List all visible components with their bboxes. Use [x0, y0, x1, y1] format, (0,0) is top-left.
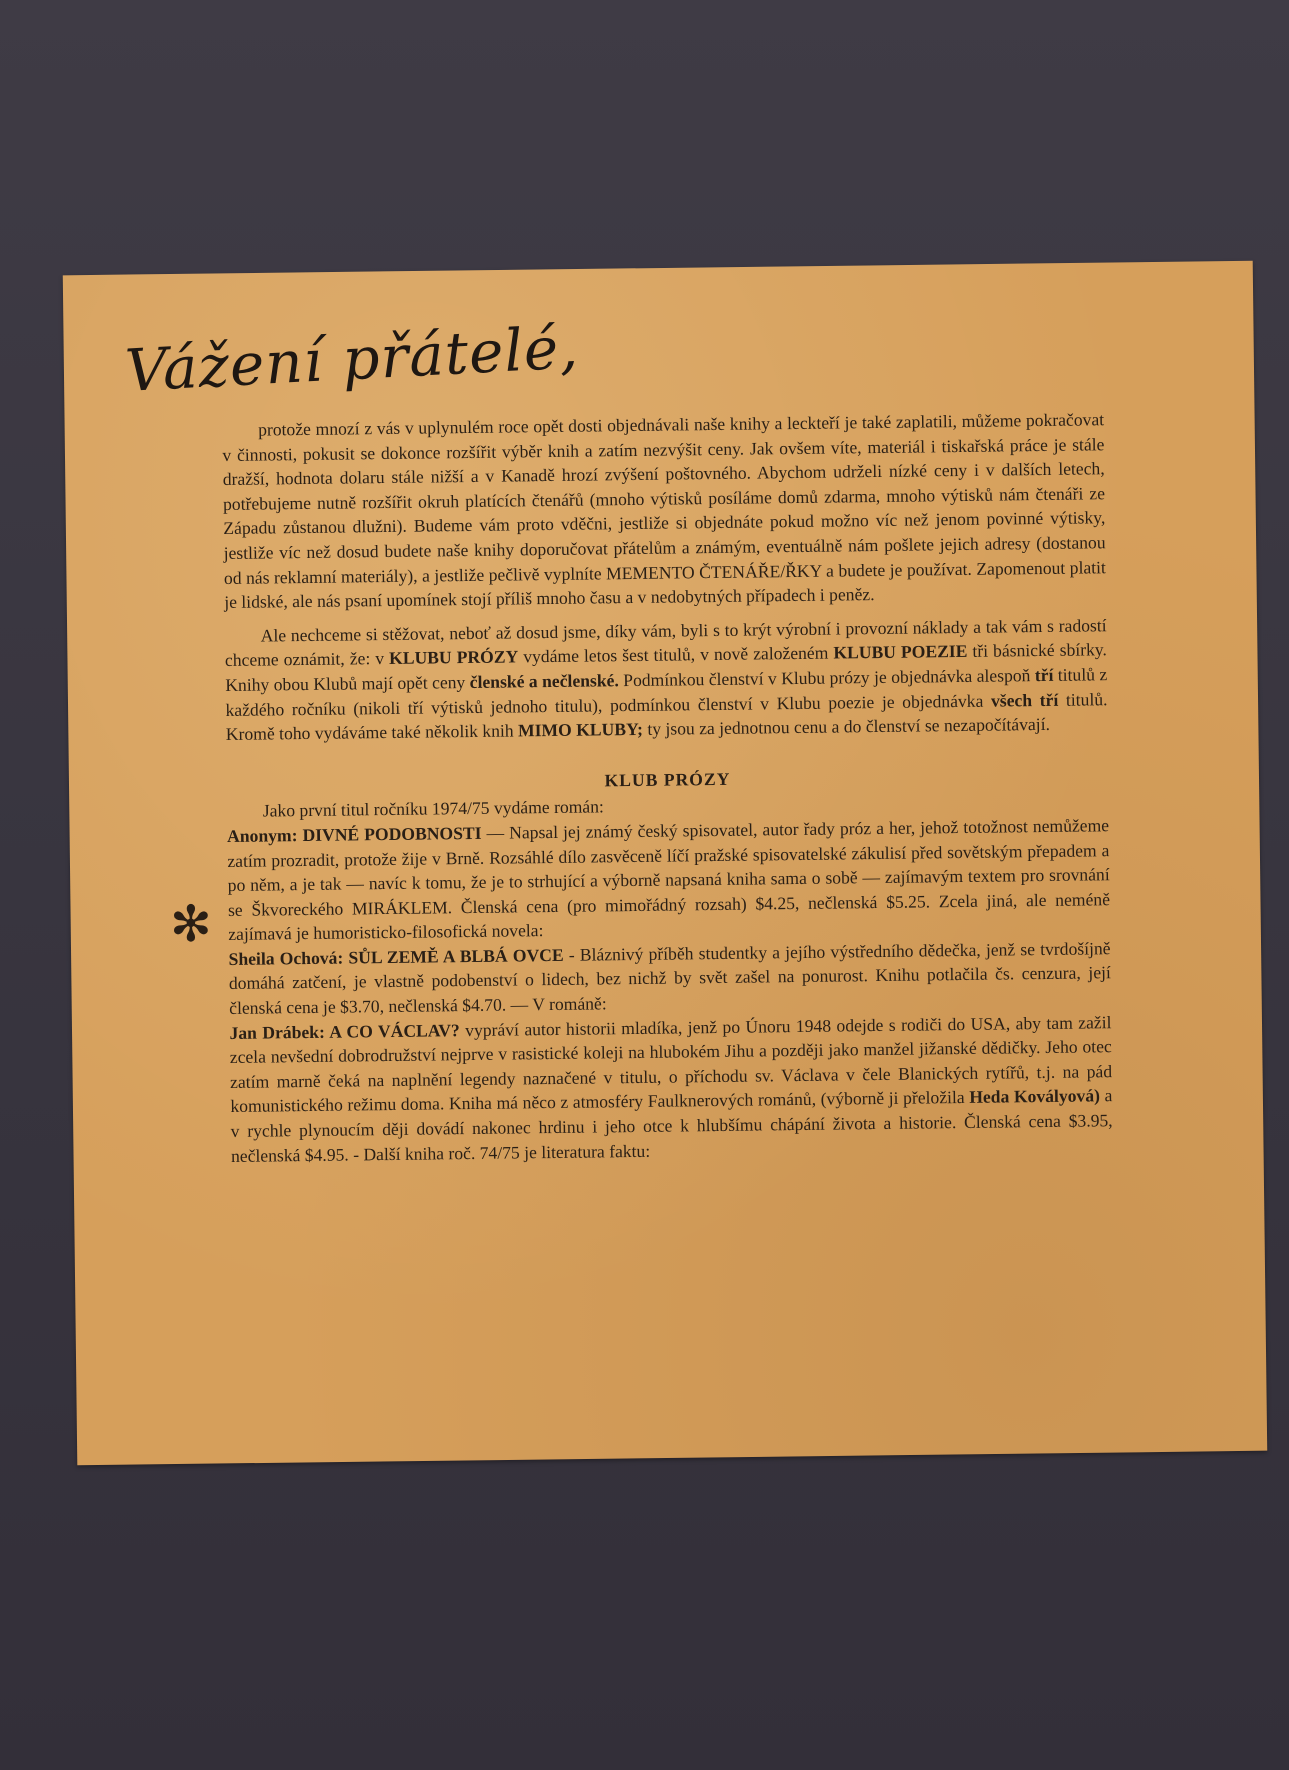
emphasis-tri: tří [1034, 664, 1054, 686]
translator-name: Heda Kovályová) [969, 1085, 1101, 1108]
asterisk-ornament-icon: ✻ [170, 895, 212, 953]
paragraph-clubs [225, 613, 1108, 747]
emphasis-mimo-kluby: MIMO KLUBY; [517, 719, 644, 741]
letter-body [222, 407, 1113, 1168]
paragraph-intro: protože mnozí z vás v uplynulém roce opět dosti objednávali naše knihy a leckteří je také zaplatili, můžeme pokračovat v činnosti, pokusit se dokonce rozšířit výběr knih a zatím nezvýšit ceny. Jak ovšem víte, materiál i tiskařská práce je stále dražší, hodnota dolaru stále nižší a v Kanadě hrozí zvýšení poštovného. Abychom udrželi nízké ceny i v dalších letech, potřebujeme nutně rozšířit okruh platících čtenářů (mnoho výtisků posíláme domů zdarma, mnoho výtisků nám čtenáři ze Západu zůstanou dlužni). Budeme vám proto vděčni, jestliže si objednáte pokud možno víc než jenom povinné výtisky, jestliže víc než dosud budete naše knihy doporučovat přátelům a známým, eventuálně nám pošlete jejich adresy (dostanou od nás reklamní materiály), a jestliže pečlivě vyplníte MEMENTO ČTENÁŘE/ŘKY a budete je používat. Zapomenout platit je lidské, ale nás psaní upomínek stojí příliš mnoho času a v nedobytných případech i peněz. [222, 409, 1107, 613]
text: ty jsou za jednotnou cenu a do členství se nezapočítávají. [642, 714, 1051, 740]
text: a v rychle plynoucím ději dovádí nakonec hrdinu i jeho otce k hlubšímu chápání života a historie. Členská cena $3.95, nečlenská $4.95. - Další kniha roč. 74/75 je literatura faktu: [230, 1085, 1113, 1166]
paragraph-first-title: Jako první titul ročníku 1974/75 vydáme román: [262, 796, 604, 821]
emphasis-klub-prozy: KLUBU PRÓZY [388, 646, 519, 669]
text: titulů. Kromě toho vydáváme také několik knih [225, 688, 1108, 745]
book-title-divne-podobnosti: Anonym: DIVNÉ PODOBNOSTI [226, 822, 482, 846]
text: — Napsal jej známý český spisovatel, autor řady próz a her, jehož totožnost nemůžeme zatím prozradit, protože žije v Brně. Rozsáhlé dílo zasvěceně líčí pražské spisovatelské zákulisí před sovětským přepadem a po něm, a je tak — navíc k tomu, že je to strhující a výborně napsaná kniha sama o sobě — zajímavým textem pro srovnání se Škvoreckého MIRÁKLEM. Členská cena (pro mimořádný rozsah) $4.25, nečlenská $5.25. Zcela jiná, ale neméně zajímavá je humoristicko-filosofická novela: [227, 815, 1111, 945]
text: - Bláznivý příběh studentky a jejího výstředního dědečka, jenž se tvrdošíjně domáhá zatčení, je vlastně podobenství o lidech, bez nichž by svět zašel na ponurost. Knihu potlačila čs. cenzura, její členská cena je $3.70, nečlenská $4.70. — V románě: [228, 938, 1111, 1019]
handwritten-greeting: Vážení přátelé, [123, 313, 581, 405]
text: vypráví autor historii mladíka, jenž po Únoru 1948 odejde s rodiči do USA, aby tam zažil zcela nevšední dobrodružství nejprve v rasistické koleji na hlubokém Jihu a později jako manžel jižanské dědičky. Jeho otec zatím marně čeká na naplnění legendy naznačené v titulu, o příchodu sv. Václava v čele Blanických rytířů, t.j. na pád komunistického režimu doma. Kniha má něco z atmosféry Faulknerových románů, (výborně ji přeložila [229, 1011, 1113, 1117]
text: vydáme letos šest titulů, v nově založeném [518, 642, 834, 667]
text: Podmínkou členství v Klubu prózy je objednávka alespoň [618, 665, 1035, 691]
emphasis-klub-poezie: KLUBU POEZIE [833, 641, 968, 663]
emphasis-prices: členské a nečlenské. [469, 670, 619, 692]
text: titulů z každého ročníku (nikoli tří výtisků jednoho titulu), podmínkou členství v Klubu poezie je objednávka [225, 664, 1108, 720]
text: Ale nechceme si stěžovat, neboť až dosud jsme, díky vám, byli s to krýt výrobní i provozní náklady a tak vám s radostí chceme oznámit, že: v [224, 614, 1107, 671]
paragraph-book-ochova [228, 936, 1111, 1021]
book-title-a-co-vaclav: Jan Drábek: A CO VÁCLAV? [229, 1019, 460, 1043]
text: tři básnické sbírky. Knihy obou Klubů mají opět ceny [225, 639, 1108, 695]
paragraph-book-drabek [229, 1010, 1113, 1168]
section-heading-klub-prozy: KLUB PRÓZY [604, 768, 731, 791]
paragraph-book-anonym [227, 813, 1110, 947]
emphasis-vsech-tri: všech tří [990, 689, 1059, 711]
book-title-sul-zeme: Sheila Ochová: SŮL ZEMĚ A BLBÁ OVCE [228, 944, 564, 969]
